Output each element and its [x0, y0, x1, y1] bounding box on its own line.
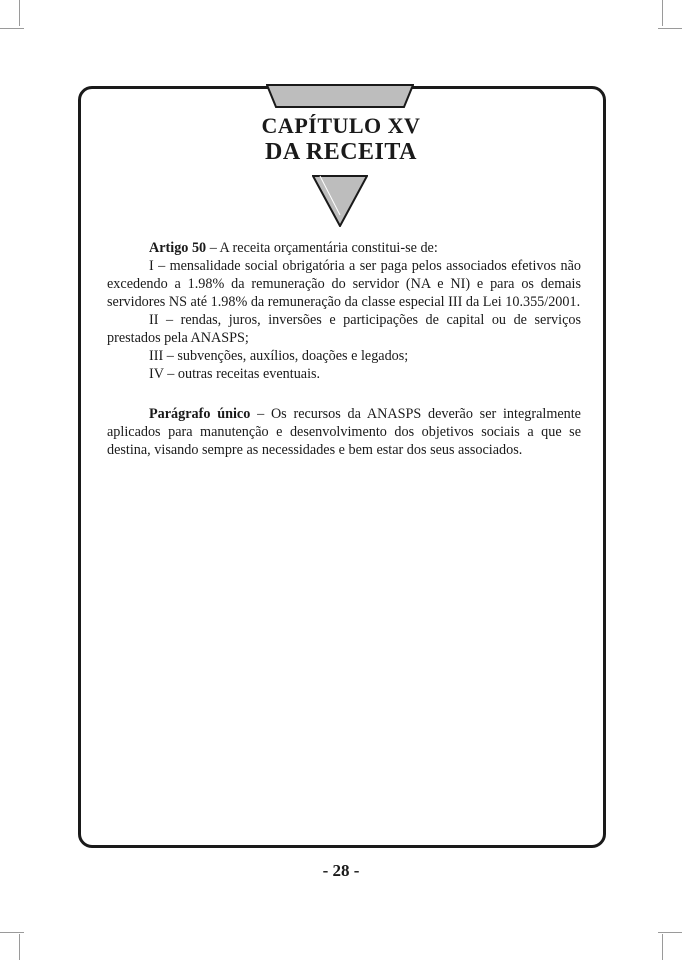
article-block	[107, 239, 581, 383]
paragraph-label: Parágrafo único	[149, 406, 251, 422]
crop-mark	[0, 28, 24, 29]
header-ornament-trapezoid	[266, 84, 414, 108]
crop-mark	[662, 0, 663, 26]
crop-mark	[19, 934, 20, 960]
paragraph-text: – Os recursos da ANASPS deverão ser integralmente aplicados para manutenção e desenvolvimento dos objetivos sociais a que se destina, visando sempre as necessidades e bem estar dos seus associados.	[107, 406, 581, 458]
crop-mark	[19, 0, 20, 26]
article-intro-text: – A receita orçamentária constitui-se de:	[206, 240, 438, 256]
header-ornament-triangle	[312, 175, 368, 227]
article-label: Artigo 50	[149, 240, 207, 256]
crop-mark	[658, 932, 682, 933]
chapter-number: CAPÍTULO XV	[261, 113, 421, 138]
crop-mark	[662, 934, 663, 960]
chapter-title: DA RECEITA	[265, 139, 417, 165]
article-item: II – rendas, juros, inversões e participações de capital ou de serviços prestados pela ANASPS;	[107, 312, 581, 346]
crop-mark	[0, 932, 24, 933]
article-item: III – subvenções, auxílios, doações e legados;	[149, 348, 409, 364]
crop-mark	[658, 28, 682, 29]
paragraph-block	[107, 405, 581, 459]
article-item: IV – outras receitas eventuais.	[149, 366, 321, 382]
article-intro	[107, 239, 581, 257]
article-item: I – mensalidade social obrigatória a ser paga pelos associados efetivos não excedendo a 1.98% da remuneração do servidor (NA e NI) e para os demais servidores NS até 1.98% da remuneração da classe especial III da Lei 10.355/2001.	[107, 258, 581, 310]
page-number: - 28 -	[322, 861, 360, 880]
